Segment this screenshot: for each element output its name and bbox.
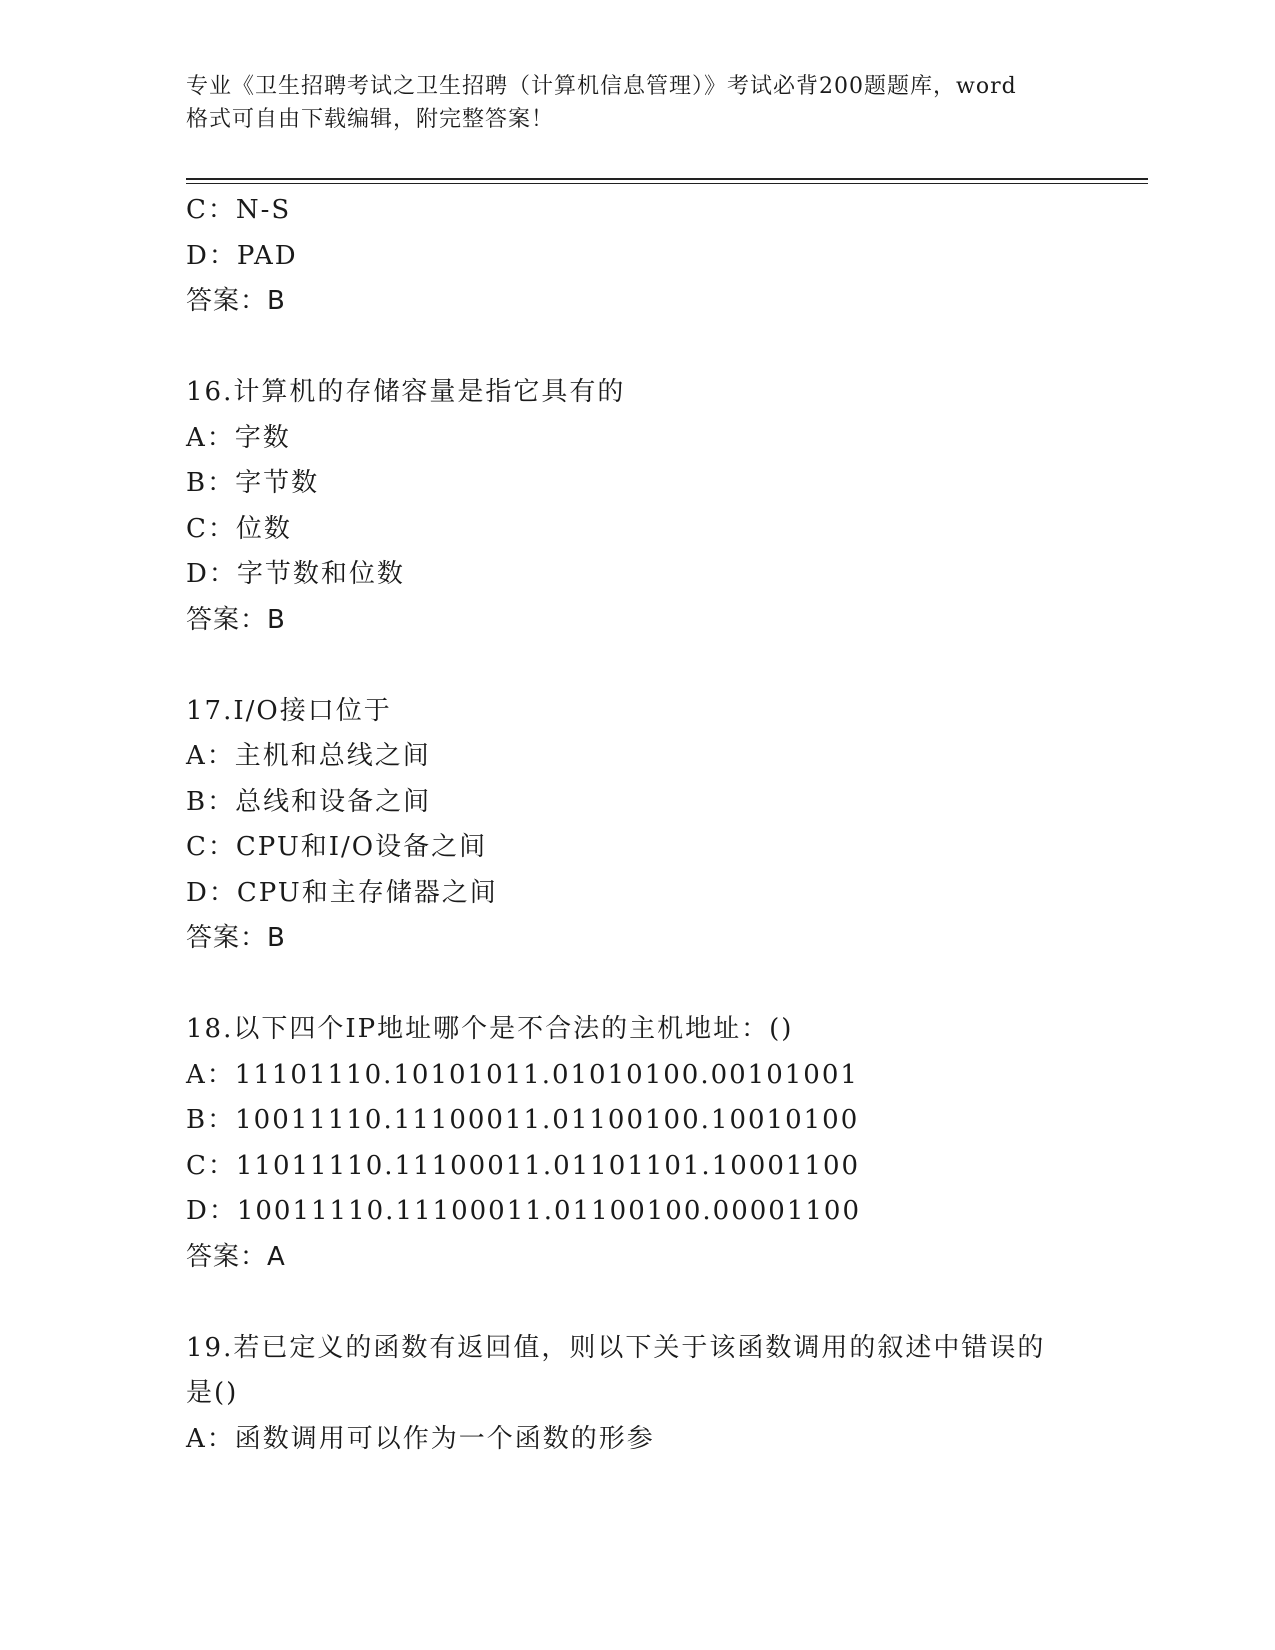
- option-c: C：11011110.11100011.01101101.10001100: [186, 1150, 861, 1181]
- option-a: A：函数调用可以作为一个函数的形参: [186, 1423, 655, 1454]
- question-19: [186, 1326, 1086, 1463]
- option-d: D：CPU和主存储器之间: [186, 877, 498, 908]
- question-list: [186, 188, 1086, 1462]
- option-b: B：字节数: [186, 468, 320, 498]
- question-17: [186, 689, 1086, 962]
- question-stem-line-2: 是(): [186, 1378, 239, 1408]
- question-18: [186, 1007, 1086, 1280]
- question-15-tail: [186, 188, 1086, 325]
- answer-line: 答案：B: [186, 286, 286, 316]
- document-header: [186, 70, 1086, 136]
- header-divider-thin: [186, 183, 1148, 184]
- option-c: C：CPU和I/O设备之间: [186, 832, 488, 862]
- question-16: [186, 370, 1086, 643]
- question-stem-line-1: 19.若已定义的函数有返回值，则以下关于该函数调用的叙述中错误的: [186, 1332, 1046, 1363]
- option-c: C：位数: [186, 513, 292, 544]
- question-stem: 16.计算机的存储容量是指它具有的: [186, 377, 626, 407]
- option-a: A：11101110.10101011.01010100.00101001: [186, 1059, 859, 1090]
- option-b: B：总线和设备之间: [186, 786, 432, 817]
- option-b: B：10011110.11100011.01100100.10010100: [186, 1105, 860, 1135]
- answer-line: 答案：A: [186, 1241, 286, 1272]
- option-a: A：字数: [186, 422, 291, 453]
- header-divider-thick: [186, 178, 1148, 180]
- option-d: D：10011110.11100011.01100100.00001100: [186, 1196, 861, 1226]
- option-d: D：PAD: [186, 240, 298, 271]
- header-line-1: 专业《卫生招聘考试之卫生招聘（计算机信息管理）》考试必背200题题库，word: [186, 74, 1017, 99]
- header-line-2: 格式可自由下载编辑，附完整答案！: [186, 107, 555, 132]
- question-stem: 18.以下四个IP地址哪个是不合法的主机地址：(): [186, 1014, 794, 1044]
- option-d: D：字节数和位数: [186, 559, 405, 589]
- question-stem: 17.I/O接口位于: [186, 695, 392, 726]
- answer-line: 答案：B: [186, 604, 286, 635]
- answer-line: 答案：B: [186, 923, 286, 953]
- option-a: A：主机和总线之间: [186, 741, 431, 771]
- option-c: C：N-S: [186, 195, 292, 225]
